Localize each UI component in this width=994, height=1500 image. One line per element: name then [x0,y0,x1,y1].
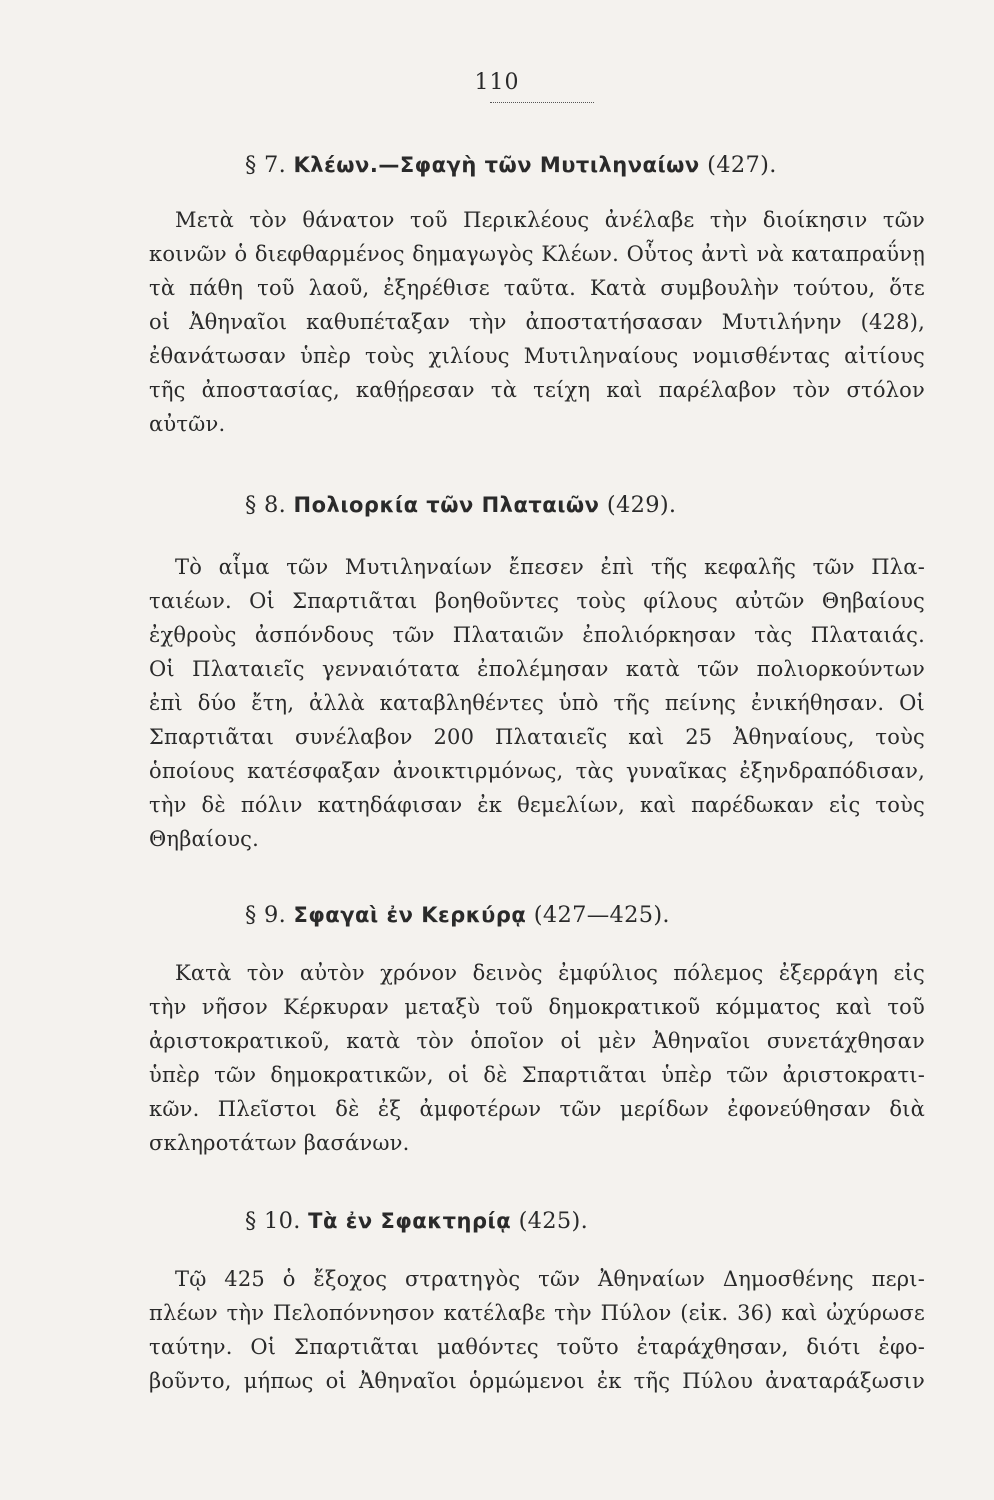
text-line: τῆς ἀποστασίας, καθῄρεσαν τὰ τείχη καὶ παρέλαβον τὸν στόλον [149,378,925,402]
section-title: Σφαγαὶ ἐν Κερκύρᾳ [293,903,527,927]
page-number: 110 [474,70,520,95]
text-line: Μετὰ τὸν θάνατον τοῦ Περικλέους ἀνέλαβε τὴν διοίκησιν τῶν [175,208,925,232]
text-line: ἀριστοκρατικοῦ, κατὰ τὸν ὁποῖον οἱ μὲν Ἀθηναῖοι συνετάχθησαν [149,1029,925,1053]
section-date: (427—425). [526,902,670,928]
section-date: (427). [699,152,777,178]
section-heading-7 [245,152,777,178]
text-line: πλέων τὴν Πελοπόννησον κατέλαβε τὴν Πύλον (εἰκ. 36) καὶ ὠχύρωσε [149,1301,925,1325]
text-line: ταύτην. Οἱ Σπαρτιᾶται μαθόντες τοῦτο ἐταράχθησαν, διότι ἐφο- [149,1335,925,1359]
section-heading-8 [245,492,676,518]
text-line: Τῷ 425 ὁ ἔξοχος στρατηγὸς τῶν Ἀθηναίων Δημοσθένης περι- [175,1267,925,1291]
text-line: ἐθανάτωσαν ὑπὲρ τοὺς χιλίους Μυτιληναίους νομισθέντας αἰτίους [149,344,925,368]
text-line: ὁποίους κατέσφαξαν ἀνοικτιρμόνως, τὰς γυναῖκας ἐξηνδραπόδισαν, [149,759,925,783]
section-marker: § 8. [245,492,294,518]
text-line: ἐπὶ δύο ἔτη, ἀλλὰ καταβληθέντες ὑπὸ τῆς πείνης ἐνικήθησαν. Οἱ [149,691,925,715]
text-line: ὑπὲρ τῶν δημοκρατικῶν, οἱ δὲ Σπαρτιᾶται ὑπὲρ τῶν ἀριστοκρατι- [149,1063,925,1087]
section-title: Κλέων.—Σφαγὴ τῶν Μυτιληναίων [293,153,700,177]
text-line: Κατὰ τὸν αὐτὸν χρόνον δεινὸς ἐμφύλιος πόλεμος ἐξερράγη εἰς [175,961,925,985]
section-heading-10 [245,1208,588,1234]
section-marker: § 9. [245,902,294,928]
section-title: Πολιορκία τῶν Πλαταιῶν [293,493,600,517]
text-line: βοῦντο, μήπως οἱ Ἀθηναῖοι ὁρμώμενοι ἐκ τῆς Πύλου ἀναταράξωσιν [149,1369,925,1393]
text-line: ταιέων. Οἱ Σπαρτιᾶται βοηθοῦντες τοὺς φίλους αὐτῶν Θηβαίους [149,589,925,613]
section-paragraph-8 [149,550,925,856]
text-line: ἐχθροὺς ἀσπόνδους τῶν Πλαταιῶν ἐπολιόρκησαν τὰς Πλαταιάς. [149,623,925,647]
text-line: αὐτῶν. [149,412,226,436]
text-line: κοινῶν ὁ διεφθαρμένος δημαγωγὸς Κλέων. Οὗτος ἀντὶ νὰ καταπραΰνῃ [149,242,925,266]
section-paragraph-10 [149,1262,925,1398]
text-line: τὴν νῆσον Κέρκυραν μεταξὺ τοῦ δημοκρατικοῦ κόμματος καὶ τοῦ [149,995,925,1019]
text-line: Οἱ Πλαταιεῖς γενναιότατα ἐπολέμησαν κατὰ τῶν πολιορκούντων [149,657,925,681]
text-line: Θηβαίους. [149,827,259,851]
section-paragraph-9 [149,956,925,1160]
text-line: σκληροτάτων βασάνων. [149,1131,410,1155]
text-line: Σπαρτιᾶται συνέλαβον 200 Πλαταιεῖς καὶ 25 Ἀθηναίους, τοὺς [149,725,925,749]
section-date: (429). [599,492,677,518]
section-marker: § 7. [245,152,294,178]
text-line: Τὸ αἷμα τῶν Μυτιληναίων ἔπεσεν ἐπὶ τῆς κεφαλῆς τῶν Πλα- [175,555,925,579]
section-marker: § 10. [245,1208,309,1234]
section-paragraph-7 [149,203,925,441]
section-heading-9 [245,902,670,928]
text-line: τὰ πάθη τοῦ λαοῦ, ἐξηρέθισε ταῦτα. Κατὰ συμβουλὴν τούτου, ὅτε [149,276,925,300]
section-title: Τὰ ἐν Σφακτηρίᾳ [308,1209,512,1233]
page-number-rule [490,102,594,103]
text-line: τὴν δὲ πόλιν κατηδάφισαν ἐκ θεμελίων, καὶ παρέδωκαν εἰς τοὺς [149,793,925,817]
text-line: κῶν. Πλεῖστοι δὲ ἐξ ἀμφοτέρων τῶν μερίδων ἐφονεύθησαν διὰ [149,1097,925,1121]
text-line: οἱ Ἀθηναῖοι καθυπέταξαν τὴν ἀποστατήσασαν Μυτιλήνην (428), [149,310,925,334]
section-date: (425). [511,1208,589,1234]
